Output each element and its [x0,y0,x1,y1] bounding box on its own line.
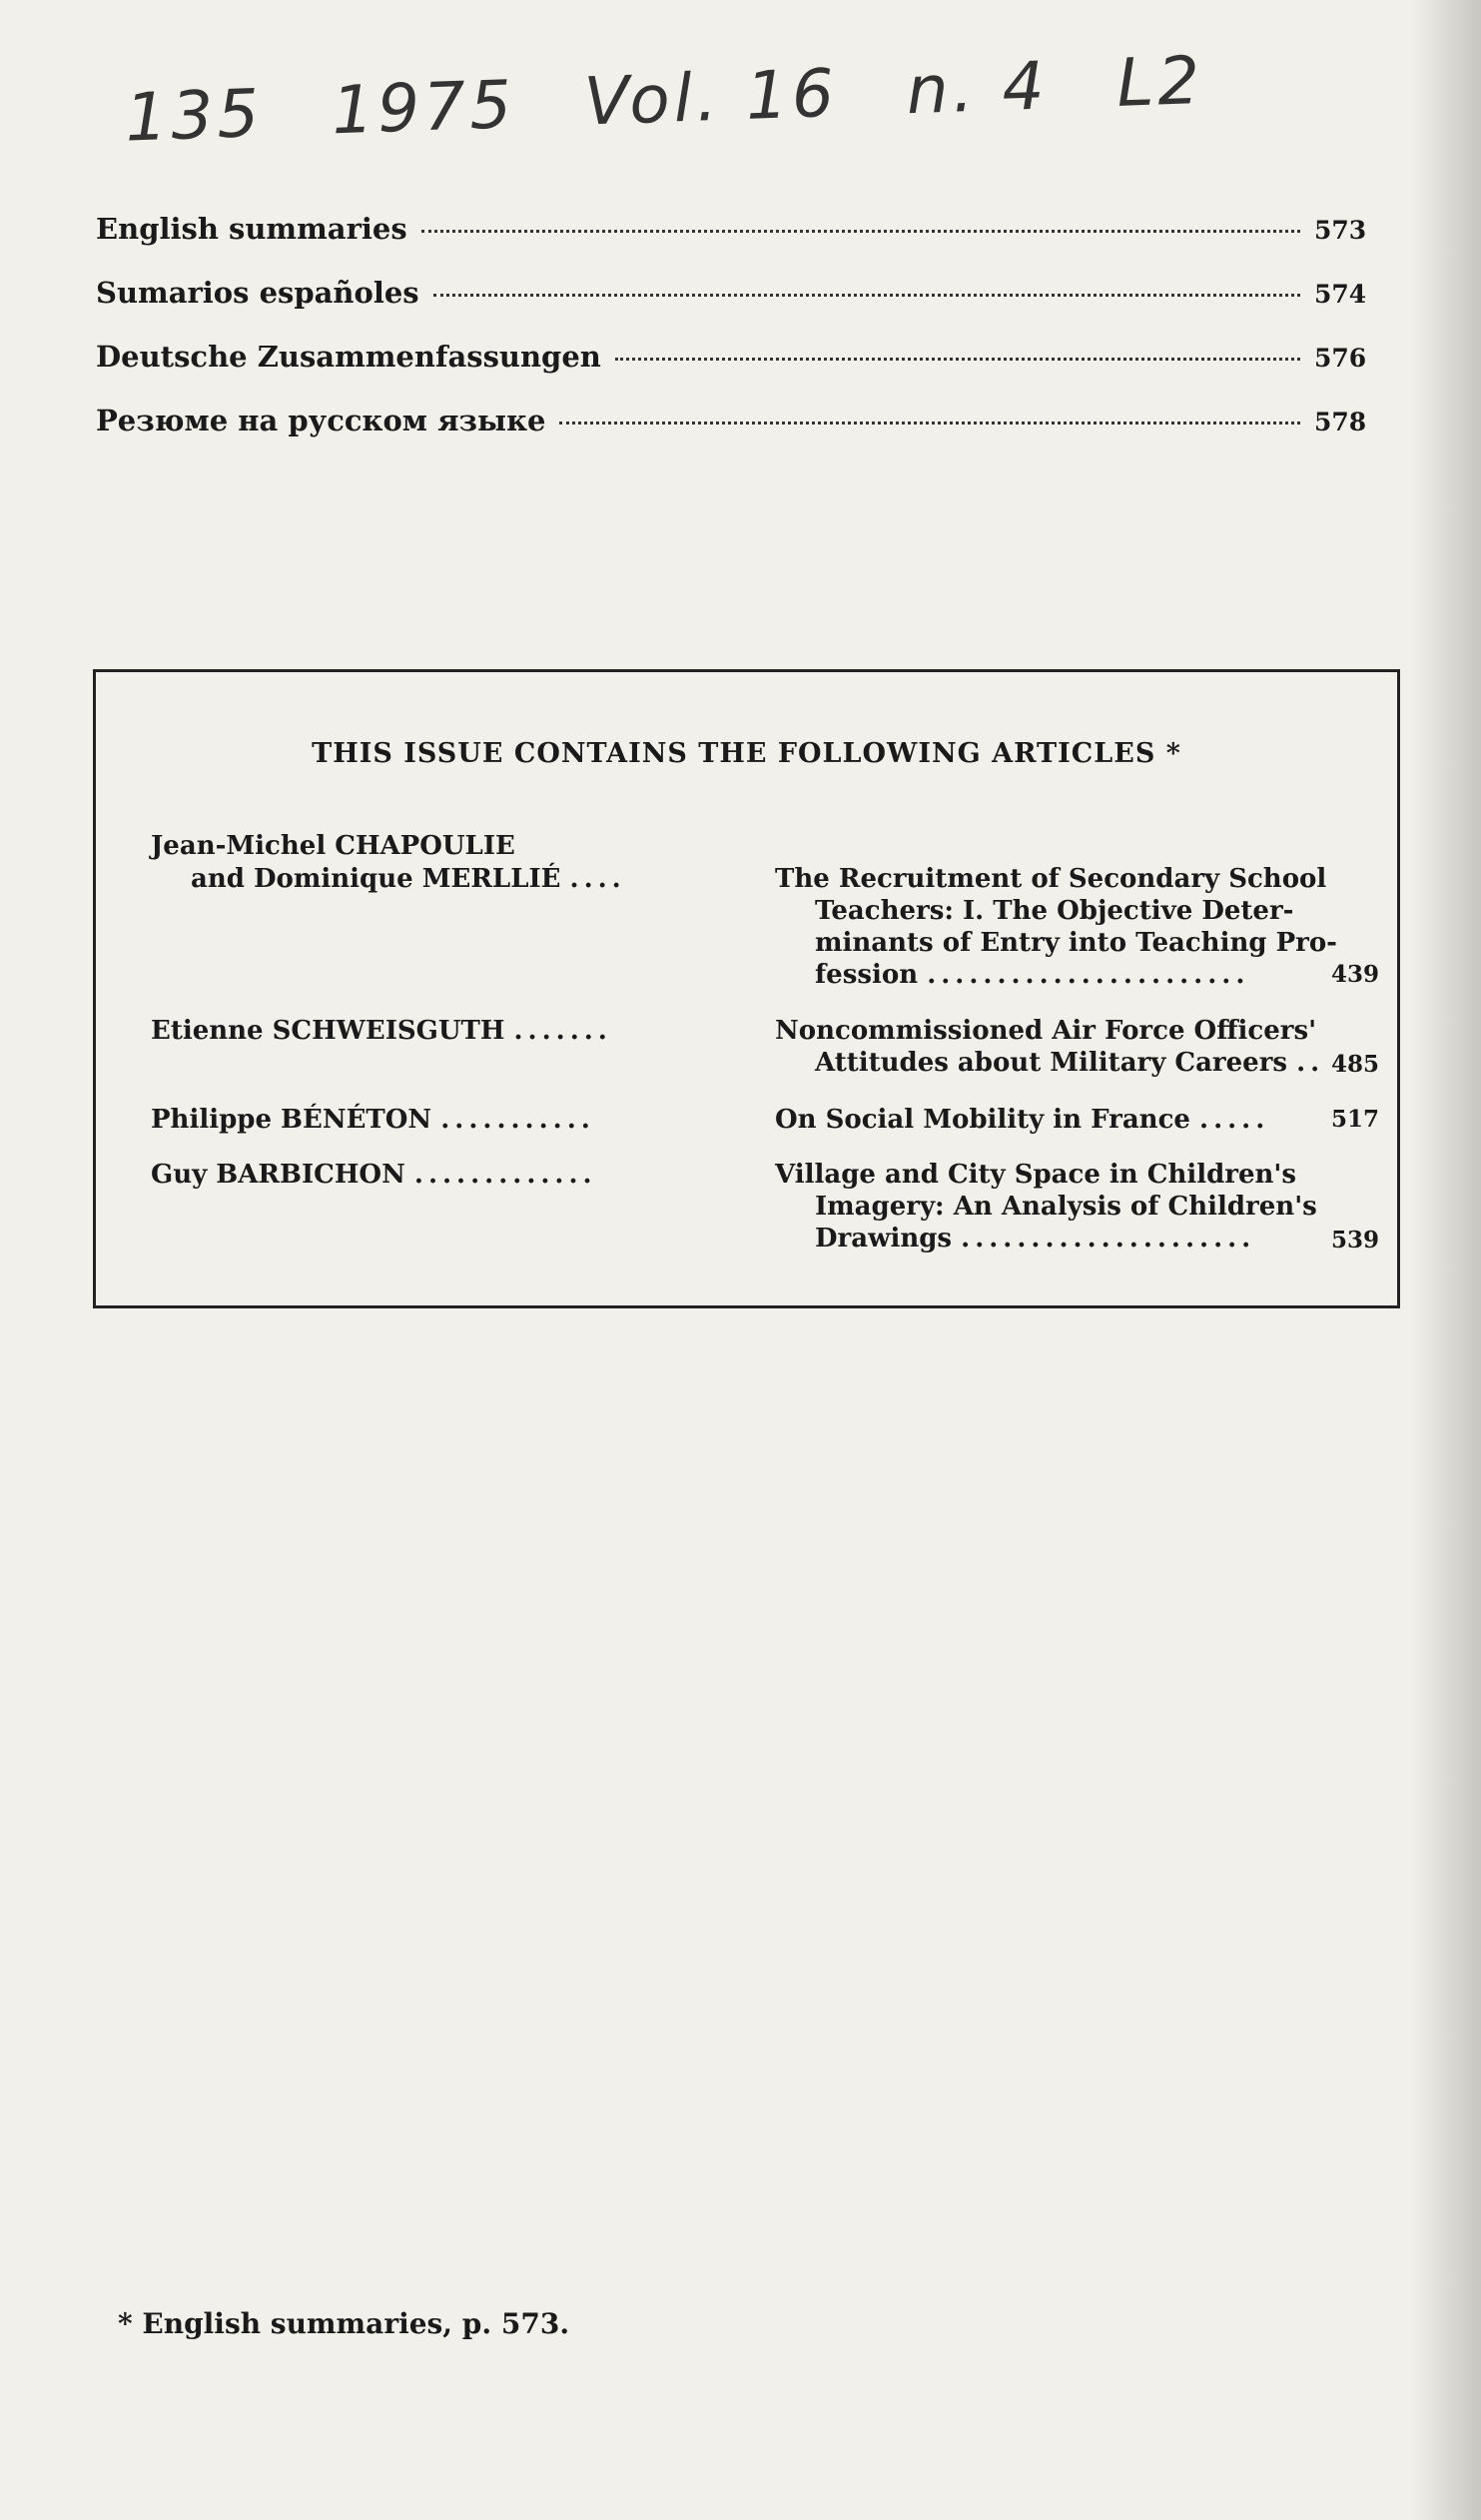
title-line: Village and City Space in Children's [775,1160,1297,1190]
article-author [151,1015,670,1048]
toc-label: English summaries [96,212,407,246]
article-author [151,1159,670,1192]
dot-leader: .. [1296,1048,1325,1078]
author-line: Guy BARBICHON ............. [151,1160,597,1190]
toc-page-number: 578 [1314,408,1367,436]
article-title [775,1104,1354,1136]
footnote: * English summaries, p. 573. [118,2307,570,2340]
toc-page-number: 576 [1314,344,1367,373]
summaries-contents [96,212,1367,467]
annotation-part: L2 [1115,41,1205,122]
toc-label: Резюме на русском языке [96,404,546,437]
title-line: On Social Mobility in France ..... [775,1105,1270,1135]
handwritten-annotation [124,40,1248,156]
toc-row-german [96,340,1367,404]
toc-label: Sumarios españoles [96,276,419,310]
toc-label: Deutsche Zusammenfassungen [96,340,601,374]
article-author [151,1104,670,1137]
title-line: Noncommissioned Air Force Officers' [775,1016,1317,1046]
annotation-part: Vol. 16 [582,54,840,141]
toc-page-number: 574 [1314,280,1367,309]
article-title [775,1015,1354,1079]
dot-leader: ............. [413,1160,597,1190]
annotation-part: 1975 [330,66,517,150]
article-page-number: 439 [1330,961,1379,988]
author-line: Etienne SCHWEISGUTH ....... [151,1016,612,1046]
article-page-number: 485 [1330,1051,1379,1078]
title-line: Teachers: I. The Objective Deter- [815,896,1294,926]
annotation-part: 135 [123,74,265,157]
dot-leader: ..................... [961,1224,1256,1254]
author-line: Philippe BÉNÉTON ........... [151,1105,595,1135]
title-line: fession ....................... [815,960,1250,990]
toc-row-english [96,212,1367,276]
dot-leader [615,358,1300,361]
title-line: The Recruitment of Secondary School [775,864,1327,894]
article-title [775,1159,1354,1255]
box-heading: THIS ISSUE CONTAINS THE FOLLOWING ARTICLES * [312,738,1181,769]
article-author [151,830,670,896]
toc-row-russian [96,404,1367,467]
toc-row-spanish [96,276,1367,340]
articles-box [93,669,1400,1308]
dot-leader: .... [569,864,626,894]
author-line: and Dominique MERLLIÉ .... [191,864,626,894]
title-line: Drawings ..................... [815,1224,1256,1254]
title-line: Attitudes about Military Careers .. [815,1048,1325,1078]
author-line: Jean-Michel CHAPOULIE [151,831,515,861]
dot-leader [421,230,1300,233]
dot-leader [433,294,1300,297]
dot-leader: ....................... [927,960,1250,990]
annotation-part: n. 4 [905,47,1050,130]
title-line: minants of Entry into Teaching Pro- [815,928,1337,958]
dot-leader [559,421,1300,424]
article-page-number: 539 [1330,1227,1379,1254]
dot-leader: ....... [513,1016,612,1046]
dot-leader: ..... [1199,1105,1270,1135]
page-edge-shadow [1411,0,1481,2520]
article-page-number: 517 [1330,1106,1379,1133]
title-line: Imagery: An Analysis of Children's [815,1192,1317,1222]
toc-page-number: 573 [1314,216,1367,245]
article-title [775,863,1354,991]
dot-leader: ........... [440,1105,595,1135]
